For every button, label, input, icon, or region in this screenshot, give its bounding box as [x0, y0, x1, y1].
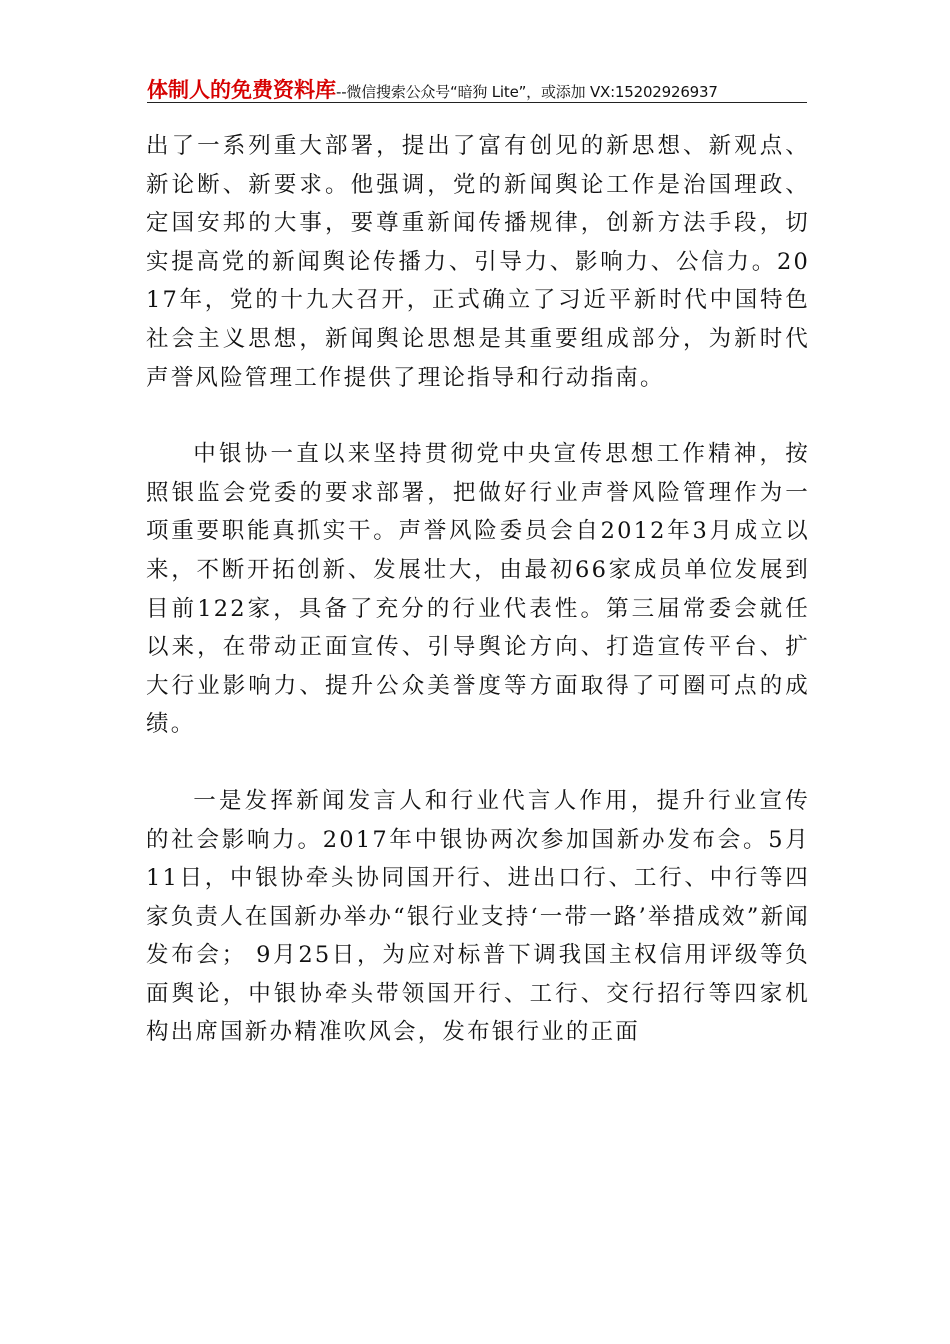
header-subtitle: --微信搜索公众号“暗狗 Lite”，或添加 VX:15202926937: [336, 83, 718, 101]
paragraph-gap: [146, 744, 810, 782]
paragraph-continued: 出了一系列重大部署，提出了富有创见的新思想、新观点、新论断、新要求。他强调，党的新闻舆论工作是治国理政、定国安邦的大事，要尊重新闻传播规律，创新方法手段，切实提高党的新闻舆论传播力、引导力、影响力、公信力。2017年，党的十九大召开，正式确立了习近平新时代中国特色社会主义思想，新闻舆论思想是其重要组成部分，为新时代声誉风险管理工作提供了理论指导和行动指南。: [146, 133, 810, 391]
page-header: [147, 74, 807, 103]
paragraph-association: 中银协一直以来坚持贯彻党中央宣传思想工作精神，按照银监会党委的要求部署，把做好行业声誉风险管理作为一项重要职能真抓实干。声誉风险委员会自2012年3月成立以来，不断开拓创新、发展壮大，由最初66家成员单位发展到目前122家，具备了充分的行业代表性。第三届常委会就任以来，在带动正面宣传、引导舆论方向、打造宣传平台、扩大行业影响力、提升公众美誉度等方面取得了可圈可点的成绩。: [146, 441, 810, 738]
paragraph-gap: [146, 397, 810, 435]
document-body: [146, 127, 810, 1052]
header-brand: 体制人的免费资料库: [147, 78, 336, 102]
paragraph-first-point: 一是发挥新闻发言人和行业代言人作用，提升行业宣传的社会影响力。2017年中银协两次参加国新办发布会。5月11日，中银协牵头协同国开行、进出口行、工行、中行等四家负责人在国新办举办“银行业支持‘一带一路’举措成效”新闻发布会； 9月25日，为应对标普下调我国主权信用评级等负面舆论，中银协牵头带领国开行、工行、交行招行等四家机构出席国新办精准吹风会，发布银行业的正面: [146, 787, 810, 1046]
